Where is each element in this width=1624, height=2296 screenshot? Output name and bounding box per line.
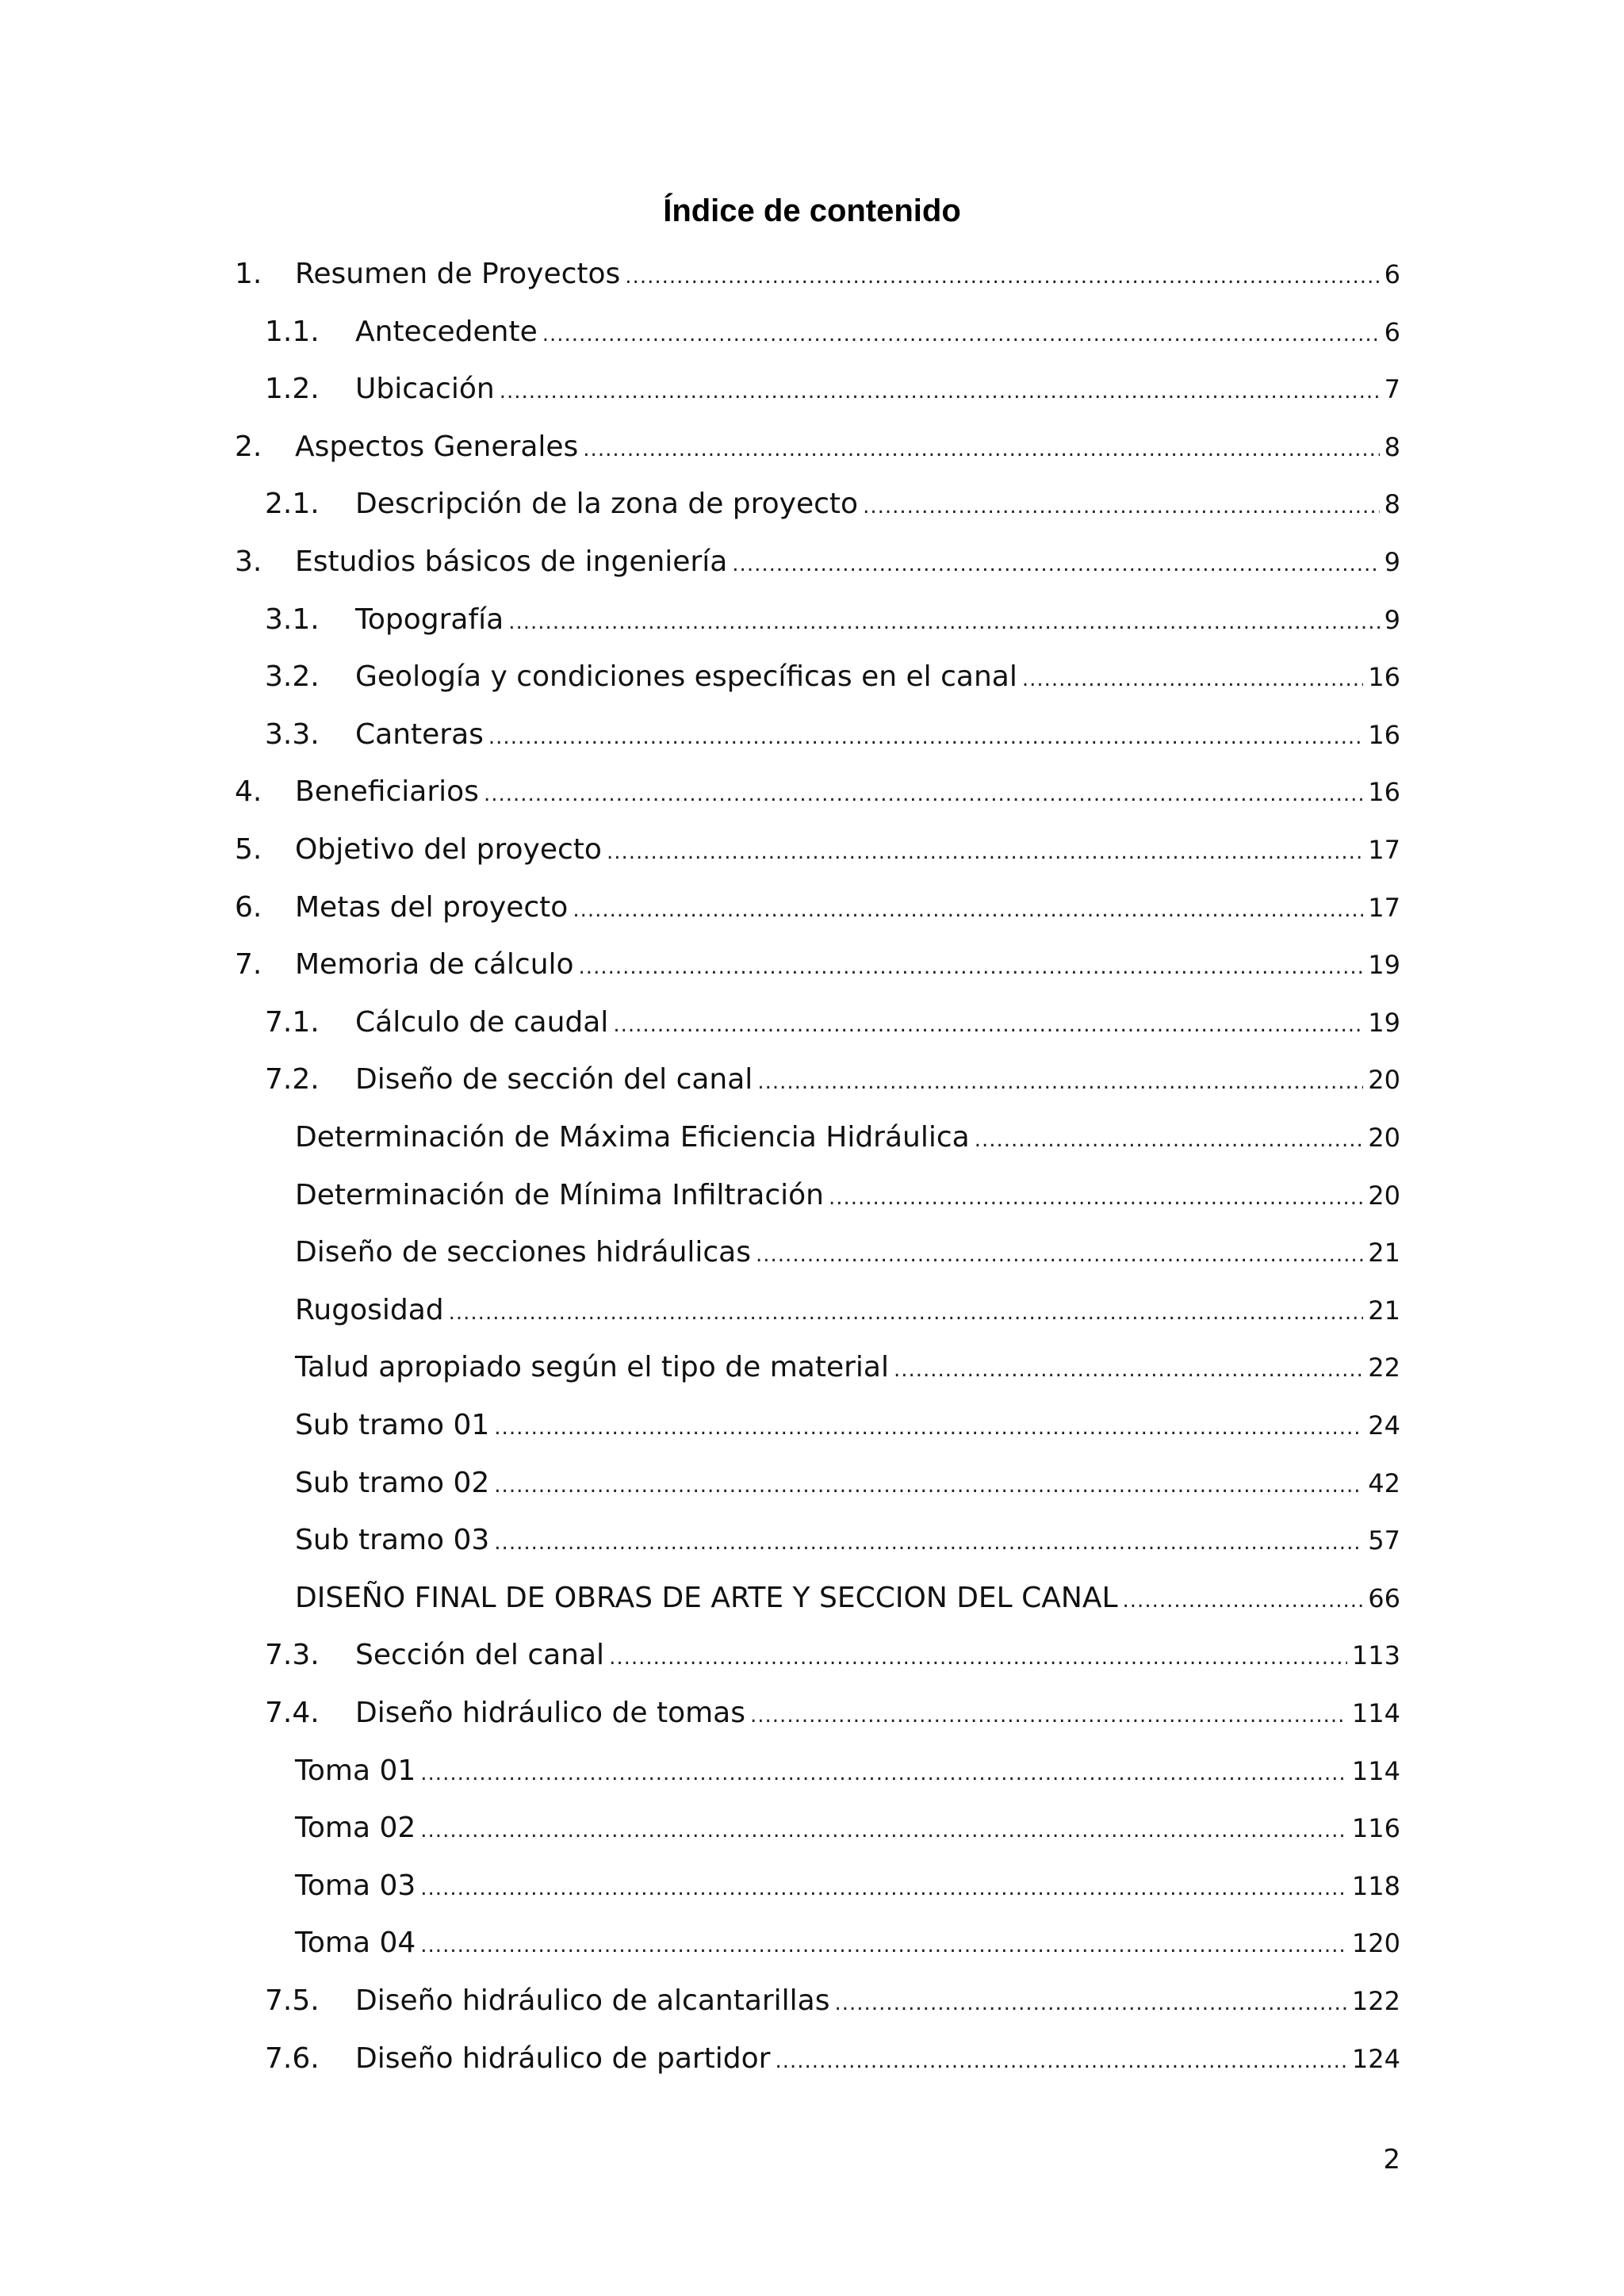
toc-entry[interactable] bbox=[0, 1685, 1624, 1742]
toc-entry-page: 9 bbox=[1384, 604, 1400, 635]
toc-entry-page: 122 bbox=[1351, 1986, 1400, 2016]
toc-entry-page: 16 bbox=[1368, 662, 1400, 693]
toc-entry[interactable] bbox=[0, 1455, 1624, 1512]
toc-entry-line bbox=[295, 1339, 1400, 1396]
toc-dot-leader bbox=[420, 1802, 1347, 1859]
toc-dot-leader bbox=[420, 1860, 1347, 1917]
toc-entry-line bbox=[295, 1282, 1400, 1339]
toc-entry-title: Diseño de sección del canal bbox=[355, 1063, 753, 1096]
toc-entry-line bbox=[295, 1167, 1400, 1224]
toc-entry[interactable] bbox=[0, 1512, 1624, 1569]
toc-entry-title: Topografía bbox=[355, 603, 504, 636]
toc-entry-page: 19 bbox=[1368, 950, 1400, 981]
toc-entry-line bbox=[295, 534, 1400, 591]
toc-dot-leader bbox=[583, 421, 1379, 478]
toc-entry-title: Geología y condiciones específicas en el canal bbox=[355, 660, 1017, 694]
toc-entry[interactable] bbox=[0, 1570, 1624, 1627]
toc-entry-title: Descripción de la zona de proyecto bbox=[355, 488, 859, 521]
toc-entry-page: 20 bbox=[1368, 1123, 1400, 1153]
toc-entry-title: Estudios básicos de ingeniería bbox=[295, 545, 728, 578]
toc-entry-title: Aspectos Generales bbox=[295, 430, 579, 463]
toc-entry-page: 16 bbox=[1368, 777, 1400, 808]
toc-dot-leader bbox=[975, 1112, 1364, 1169]
toc-entry-number: 7.1. bbox=[265, 1005, 320, 1039]
toc-entry-number: 5. bbox=[235, 833, 262, 866]
toc-entry-line bbox=[295, 1743, 1400, 1800]
toc-entry-page: 124 bbox=[1351, 2043, 1400, 2074]
toc-entry-title: Sub tramo 01 bbox=[295, 1409, 490, 1441]
toc-entry-line bbox=[295, 246, 1400, 303]
toc-entry-title: Diseño hidráulico de alcantarillas bbox=[355, 1984, 830, 2017]
toc-entry-line bbox=[355, 476, 1400, 533]
toc-entry-line bbox=[295, 1224, 1400, 1281]
toc-entry-title: Toma 02 bbox=[295, 1812, 416, 1845]
toc-dot-leader bbox=[449, 1284, 1364, 1341]
toc-entry-title: Talud apropiado según el tipo de material bbox=[295, 1351, 889, 1384]
toc-dot-leader bbox=[775, 2033, 1346, 2090]
toc-entry[interactable] bbox=[0, 534, 1624, 591]
toc-entry-title: Diseño hidráulico de tomas bbox=[355, 1697, 745, 1729]
toc-entry-page: 57 bbox=[1368, 1525, 1400, 1556]
toc-entry-title: Memoria de cálculo bbox=[295, 948, 574, 982]
toc-entry-line bbox=[355, 361, 1400, 418]
toc-entry-number: 1.1. bbox=[265, 315, 320, 348]
toc-entry-title: Sub tramo 03 bbox=[295, 1524, 490, 1557]
toc-dot-leader bbox=[508, 594, 1379, 651]
toc-title: Índice de contenido bbox=[663, 193, 961, 228]
toc-entry[interactable] bbox=[0, 246, 1624, 303]
toc-entry-number: 6. bbox=[235, 890, 262, 924]
toc-entry-line bbox=[355, 304, 1400, 361]
toc-entry-title: Resumen de Proyectos bbox=[295, 258, 621, 290]
toc-entry-title: Toma 04 bbox=[295, 1927, 416, 1960]
toc-entry[interactable] bbox=[0, 2030, 1624, 2087]
toc-entry[interactable] bbox=[0, 1397, 1624, 1454]
toc-entry-title: Diseño hidráulico de partidor bbox=[355, 2042, 771, 2075]
toc-dot-leader bbox=[488, 709, 1363, 766]
toc-entry[interactable] bbox=[0, 936, 1624, 993]
toc-entry-number: 7.4. bbox=[265, 1697, 320, 1729]
toc-entry-page: 118 bbox=[1351, 1870, 1400, 1901]
toc-dot-leader bbox=[484, 766, 1363, 823]
toc-entry-number: 7. bbox=[235, 948, 262, 982]
toc-entry-page: 116 bbox=[1351, 1813, 1400, 1844]
toc-entry[interactable] bbox=[0, 1167, 1624, 1224]
toc-entry[interactable] bbox=[0, 304, 1624, 361]
toc-dot-leader bbox=[894, 1341, 1363, 1399]
toc-entry-page: 6 bbox=[1384, 259, 1400, 289]
toc-entry-line bbox=[295, 419, 1400, 476]
toc-entry-page: 17 bbox=[1368, 835, 1400, 865]
toc-entry[interactable] bbox=[0, 1800, 1624, 1857]
toc-entry[interactable] bbox=[0, 1627, 1624, 1684]
toc-dot-leader bbox=[613, 997, 1363, 1054]
toc-dot-leader bbox=[756, 1226, 1363, 1284]
toc-dot-leader bbox=[609, 1629, 1347, 1686]
toc-entry-line bbox=[355, 1051, 1400, 1108]
toc-entry[interactable] bbox=[0, 361, 1624, 418]
toc-entry[interactable] bbox=[0, 706, 1624, 763]
toc-entry-number: 7.5. bbox=[265, 1984, 320, 2017]
toc-entry-number: 3.2. bbox=[265, 660, 320, 694]
toc-entry-title: Beneficiarios bbox=[295, 775, 479, 809]
toc-entry-page: 8 bbox=[1384, 489, 1400, 520]
toc-dot-leader bbox=[494, 1457, 1363, 1514]
toc-entry-page: 24 bbox=[1368, 1410, 1400, 1441]
toc-entry-page: 22 bbox=[1368, 1353, 1400, 1383]
toc-entry-title: Toma 03 bbox=[295, 1869, 416, 1902]
toc-dot-leader bbox=[1123, 1572, 1364, 1629]
toc-entry-line bbox=[355, 2030, 1400, 2087]
toc-dot-leader bbox=[829, 1169, 1363, 1226]
toc-entry-line bbox=[295, 1570, 1400, 1627]
toc-entry-number: 3. bbox=[235, 545, 262, 578]
toc-dot-leader bbox=[732, 536, 1379, 593]
toc-entry-number: 2.1. bbox=[265, 488, 320, 521]
toc-entry[interactable] bbox=[0, 1858, 1624, 1915]
toc-entry-number: 2. bbox=[235, 430, 262, 463]
toc-entry-line bbox=[295, 1800, 1400, 1857]
toc-entry-title: Cálculo de caudal bbox=[355, 1005, 609, 1039]
toc-entry-line bbox=[355, 1973, 1400, 2030]
toc-entry-number: 1. bbox=[235, 258, 262, 290]
toc-entry-line bbox=[295, 1455, 1400, 1512]
toc-entry-number: 7.6. bbox=[265, 2042, 320, 2075]
toc-entry[interactable] bbox=[0, 994, 1624, 1051]
toc-entry-line bbox=[295, 1109, 1400, 1166]
toc-entry-page: 21 bbox=[1368, 1295, 1400, 1326]
toc-entry[interactable] bbox=[0, 419, 1624, 476]
toc-entry-page: 113 bbox=[1351, 1640, 1400, 1671]
toc-dot-leader bbox=[757, 1054, 1363, 1111]
toc-entry-line bbox=[355, 591, 1400, 649]
toc-entry[interactable] bbox=[0, 821, 1624, 878]
toc-entry-title: Diseño de secciones hidráulicas bbox=[295, 1236, 751, 1269]
toc-entry-title: Metas del proyecto bbox=[295, 890, 569, 924]
toc-entry-line bbox=[295, 1397, 1400, 1454]
toc-entry-page: 120 bbox=[1351, 1928, 1400, 1959]
toc-dot-leader bbox=[863, 478, 1380, 535]
toc-dot-leader bbox=[542, 306, 1380, 363]
toc-entry-title: Objetivo del proyecto bbox=[295, 833, 602, 866]
toc-entry[interactable] bbox=[0, 879, 1624, 936]
toc-entry[interactable] bbox=[0, 476, 1624, 533]
toc-entry-line bbox=[355, 1685, 1400, 1742]
toc-entry-page: 20 bbox=[1368, 1180, 1400, 1211]
toc-entry-line bbox=[355, 994, 1400, 1051]
toc-entry[interactable] bbox=[0, 1224, 1624, 1281]
toc-entry[interactable] bbox=[0, 649, 1624, 706]
toc-entry-number: 3.3. bbox=[265, 718, 320, 751]
toc-entry-page: 114 bbox=[1351, 1755, 1400, 1786]
toc-entry-number: 4. bbox=[235, 775, 262, 809]
toc-entry[interactable] bbox=[0, 1339, 1624, 1396]
toc-entry-page: 7 bbox=[1384, 374, 1400, 405]
toc-dot-leader bbox=[420, 1917, 1347, 1974]
toc-entry-title: Rugosidad bbox=[295, 1293, 444, 1326]
toc-entry[interactable] bbox=[0, 1051, 1624, 1108]
toc-entry-title: Toma 01 bbox=[295, 1754, 416, 1787]
toc-dot-leader bbox=[625, 248, 1379, 305]
toc-entry-page: 21 bbox=[1368, 1238, 1400, 1269]
toc-entry-line bbox=[355, 706, 1400, 763]
toc-entry-title: Determinación de Mínima Infiltración bbox=[295, 1178, 824, 1211]
toc-entry-page: 20 bbox=[1368, 1065, 1400, 1096]
toc-dot-leader bbox=[573, 882, 1363, 939]
toc-entry-line bbox=[295, 821, 1400, 878]
toc-entry-page: 16 bbox=[1368, 719, 1400, 750]
toc-entry-page: 8 bbox=[1384, 431, 1400, 462]
toc-dot-leader bbox=[750, 1687, 1347, 1744]
toc-dot-leader bbox=[500, 363, 1380, 420]
toc-entry-title: Canteras bbox=[355, 718, 484, 751]
toc-entry-page: 17 bbox=[1368, 892, 1400, 923]
toc-entry[interactable] bbox=[0, 1109, 1624, 1166]
page-number: 2 bbox=[1383, 2144, 1400, 2175]
toc-entry-page: 9 bbox=[1384, 547, 1400, 577]
toc-entry-title: Antecedente bbox=[355, 315, 538, 348]
toc-entry[interactable] bbox=[0, 1282, 1624, 1339]
toc-entry[interactable] bbox=[0, 1915, 1624, 1972]
toc-entry-number: 7.2. bbox=[265, 1063, 320, 1096]
toc-entry-title: Sección del canal bbox=[355, 1639, 605, 1672]
toc-dot-leader bbox=[494, 1514, 1363, 1571]
toc-entry-title: Sub tramo 02 bbox=[295, 1466, 490, 1499]
toc-entry-line bbox=[295, 1915, 1400, 1972]
toc-entry[interactable] bbox=[0, 1743, 1624, 1800]
toc-entry[interactable] bbox=[0, 1973, 1624, 2030]
toc-entry-page: 66 bbox=[1368, 1582, 1400, 1613]
toc-dot-leader bbox=[607, 824, 1363, 881]
toc-entry-title: Ubicación bbox=[355, 373, 495, 406]
toc-dot-leader bbox=[835, 1975, 1347, 2032]
toc-entry-page: 114 bbox=[1351, 1698, 1400, 1728]
toc-entry-line bbox=[295, 1512, 1400, 1569]
toc-dot-leader bbox=[1022, 651, 1363, 708]
toc-dot-leader bbox=[579, 939, 1364, 996]
toc-entry[interactable] bbox=[0, 763, 1624, 821]
toc-entry-page: 19 bbox=[1368, 1007, 1400, 1038]
toc-entry-page: 42 bbox=[1368, 1468, 1400, 1498]
toc-entry-line bbox=[355, 649, 1400, 706]
toc-dot-leader bbox=[494, 1399, 1363, 1456]
toc-entry-line bbox=[355, 1627, 1400, 1684]
toc-entry-line bbox=[295, 1858, 1400, 1915]
toc-entry-line bbox=[295, 763, 1400, 821]
toc-dot-leader bbox=[420, 1745, 1347, 1802]
toc-entry-number: 7.3. bbox=[265, 1639, 320, 1672]
toc-entry-title: Determinación de Máxima Eficiencia Hidráulica bbox=[295, 1121, 970, 1154]
toc-entry-line bbox=[295, 879, 1400, 936]
toc-entry-number: 1.2. bbox=[265, 373, 320, 406]
toc-entry-title: DISEÑO FINAL DE OBRAS DE ARTE Y SECCION DEL CANAL bbox=[295, 1581, 1118, 1614]
toc-entry-page: 6 bbox=[1384, 316, 1400, 347]
toc-entry-line bbox=[295, 936, 1400, 993]
toc-entry[interactable] bbox=[0, 591, 1624, 649]
toc-entry-number: 3.1. bbox=[265, 603, 320, 636]
